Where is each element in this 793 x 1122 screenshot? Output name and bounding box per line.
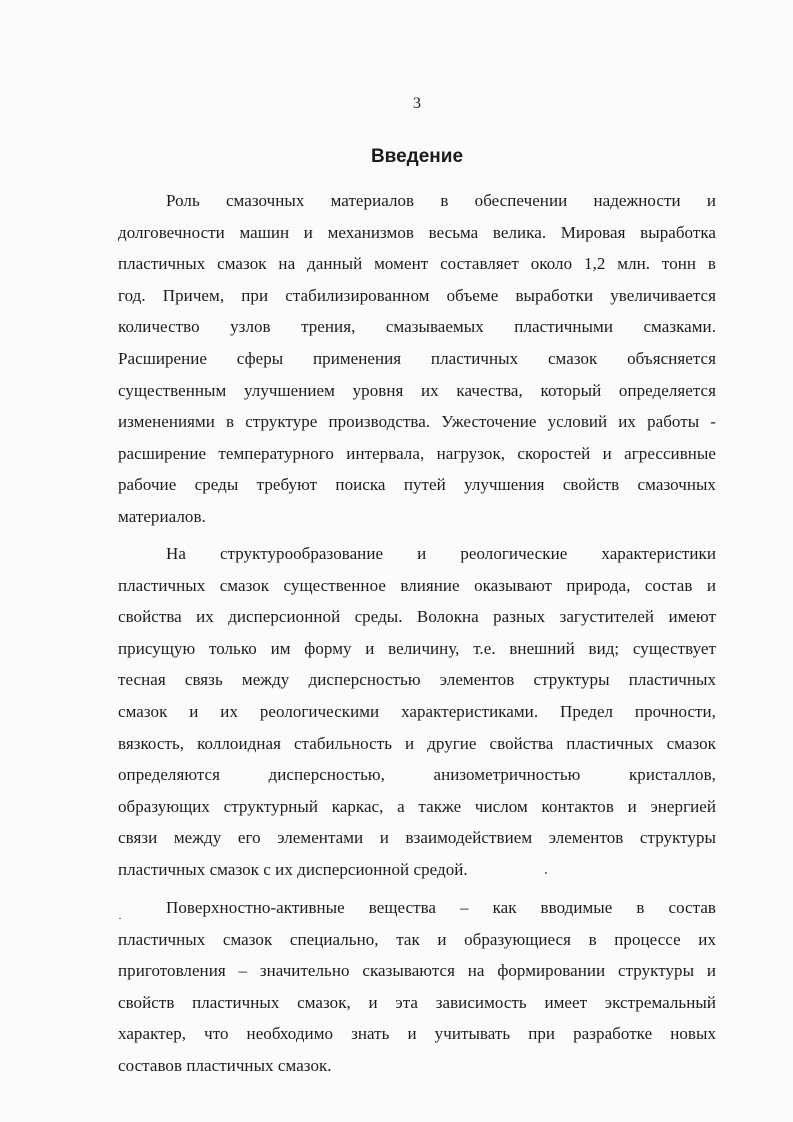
paragraph-line: материалов. xyxy=(118,506,206,526)
paragraph-line: приготовления – значительно сказываются на формировании структуры и xyxy=(118,961,716,981)
paragraph-line: смазок и их реологическими характеристиками. Предел прочности, xyxy=(118,701,716,721)
paragraph-line: Роль смазочных материалов в обеспечении надежности и xyxy=(166,191,716,210)
paragraph-line: рабочие среды требуют поиска путей улучшения свойств смазочных xyxy=(118,475,716,495)
paragraph-line: количество узлов трения, смазываемых пластичными смазками. xyxy=(118,317,716,337)
paragraph-line: составов пластичных смазок. xyxy=(118,1055,332,1075)
paragraph-line: тесная связь между дисперсностью элементов структуры пластичных xyxy=(118,670,716,690)
paragraph-line: присущую только им форму и величину, т.е. внешний вид; существует xyxy=(118,638,716,658)
paragraph-line: существенным улучшением уровня их качества, который определяется xyxy=(118,380,716,400)
paragraph-line: образующих структурный каркас, а также числом контактов и энергией xyxy=(118,796,716,816)
paragraph-line: пластичных смазок на данный момент составляет около 1,2 млн. тонн в xyxy=(118,254,716,274)
paragraph-line: пластичных смазок с их дисперсионной средой. xyxy=(118,859,468,879)
paragraph-line: расширение температурного интервала, нагрузок, скоростей и агрессивные xyxy=(118,443,716,463)
paragraph-line: изменениями в структуре производства. Ужесточение условий их работы - xyxy=(118,412,716,432)
paragraph-1 xyxy=(118,185,716,533)
paragraph-line: Расширение сферы применения пластичных смазок объясняется xyxy=(118,348,716,368)
paragraph-line: связи между его элементами и взаимодействием элементов структуры xyxy=(118,828,716,848)
paragraph-line: На структурообразование и реологические характеристики xyxy=(166,544,716,563)
paragraph-line: пластичных смазок существенное влияние оказывают природа, состав и xyxy=(118,575,716,595)
paragraph-line: долговечности машин и механизмов весьма велика. Мировая выработка xyxy=(118,222,716,242)
paragraph-3 xyxy=(118,892,716,1082)
paragraph-line: пластичных смазок специально, так и образующиеся в процессе их xyxy=(118,929,716,949)
scan-artifact xyxy=(545,872,547,874)
page-title: Введение xyxy=(370,146,464,167)
paragraph-line: определяются дисперсностью, анизометричностью кристаллов, xyxy=(118,765,716,785)
paragraph-line: свойства их дисперсионной среды. Волокна разных загустителей имеют xyxy=(118,607,716,627)
paragraph-line: свойств пластичных смазок, и эта зависимость имеет экстремальный xyxy=(118,992,716,1012)
paragraph-line: год. Причем, при стабилизированном объеме выработки увеличивается xyxy=(118,285,716,305)
paragraph-2 xyxy=(118,538,716,886)
paragraph-line: вязкость, коллоидная стабильность и другие свойства пластичных смазок xyxy=(118,733,716,753)
page-number: 3 xyxy=(413,95,421,112)
paragraph-line: характер, что необходимо знать и учитывать при разработке новых xyxy=(118,1024,716,1044)
paragraph-line: Поверхностно-активные вещества – как вводимые в состав xyxy=(166,898,716,917)
